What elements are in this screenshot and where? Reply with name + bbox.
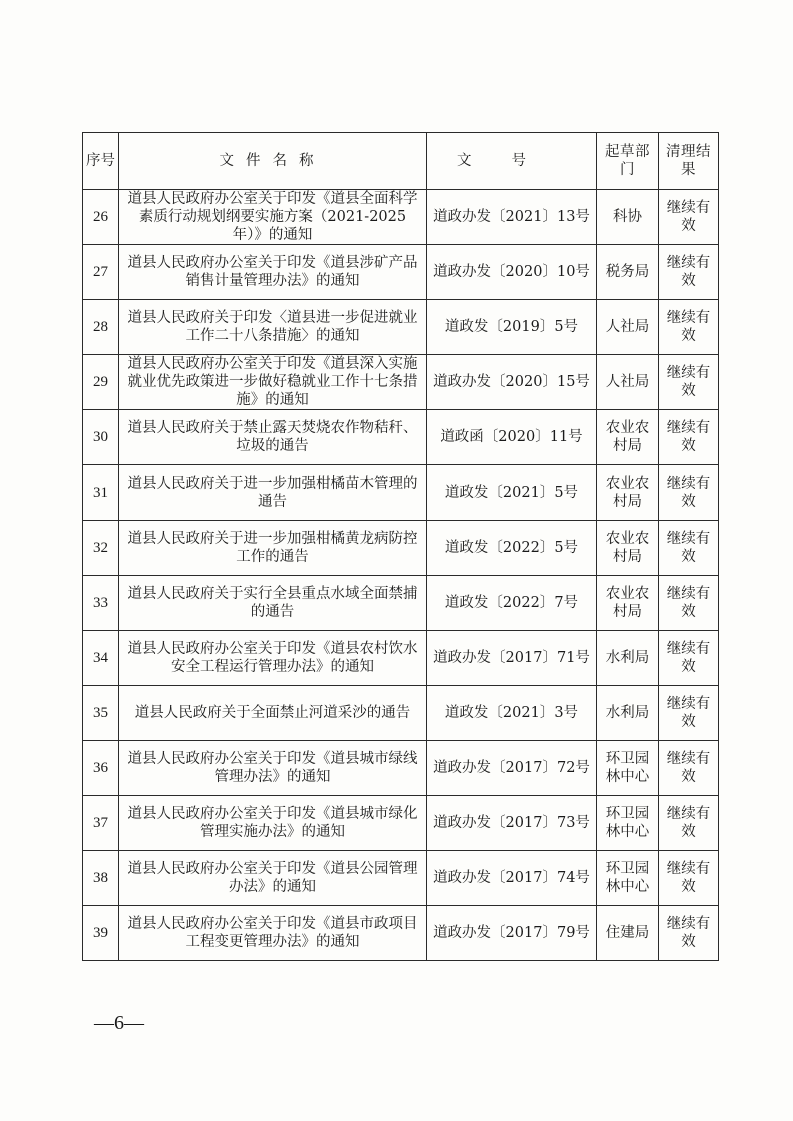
row-result-cell: 继续有效 xyxy=(659,300,719,355)
row-seq-cell: 34 xyxy=(83,630,119,685)
row-result-cell: 继续有效 xyxy=(659,685,719,740)
row-dept-cell: 农业农村局 xyxy=(597,575,659,630)
row-seq-cell: 29 xyxy=(83,355,119,410)
table-row xyxy=(83,685,719,740)
row-dept-cell: 环卫园林中心 xyxy=(597,851,659,906)
row-docno-cell: 道政办发〔2017〕79号 xyxy=(427,906,597,961)
row-name-cell: 道县人民政府关于印发〈道县进一步促进就业工作二十八条措施〉的通知 xyxy=(119,300,427,355)
table-row xyxy=(83,906,719,961)
row-name-cell: 道县人民政府关于进一步加强柑橘黄龙病防控工作的通告 xyxy=(119,520,427,575)
row-name-cell: 道县人民政府关于全面禁止河道采沙的通告 xyxy=(119,685,427,740)
row-seq-cell: 30 xyxy=(83,410,119,465)
row-docno-cell: 道政发〔2019〕5号 xyxy=(427,300,597,355)
table-row xyxy=(83,245,719,300)
table-row xyxy=(83,410,719,465)
row-dept-cell: 人社局 xyxy=(597,300,659,355)
row-seq-cell: 28 xyxy=(83,300,119,355)
row-dept-cell: 税务局 xyxy=(597,245,659,300)
row-result-cell: 继续有效 xyxy=(659,520,719,575)
row-name-cell: 道县人民政府关于进一步加强柑橘苗木管理的通告 xyxy=(119,465,427,520)
row-name-cell: 道县人民政府办公室关于印发《道县公园管理办法》的通知 xyxy=(119,851,427,906)
table-row xyxy=(83,520,719,575)
row-dept-cell: 住建局 xyxy=(597,906,659,961)
table-header-row xyxy=(83,133,719,190)
row-name-cell: 道县人民政府办公室关于印发《道县农村饮水安全工程运行管理办法》的通知 xyxy=(119,630,427,685)
row-dept-cell: 农业农村局 xyxy=(597,465,659,520)
header-result: 清理结果 xyxy=(659,133,719,190)
header-docno: 文号 xyxy=(427,133,597,190)
row-dept-cell: 人社局 xyxy=(597,355,659,410)
row-seq-cell: 39 xyxy=(83,906,119,961)
row-result-cell: 继续有效 xyxy=(659,851,719,906)
row-result-cell: 继续有效 xyxy=(659,740,719,795)
row-name-cell: 道县人民政府办公室关于印发《道县城市绿线管理办法》的通知 xyxy=(119,740,427,795)
row-docno-cell: 道政发〔2022〕5号 xyxy=(427,520,597,575)
row-seq-cell: 27 xyxy=(83,245,119,300)
row-docno-cell: 道政办发〔2017〕73号 xyxy=(427,796,597,851)
table-row xyxy=(83,355,719,410)
row-seq-cell: 37 xyxy=(83,796,119,851)
row-result-cell: 继续有效 xyxy=(659,575,719,630)
table-row xyxy=(83,740,719,795)
document-table xyxy=(82,132,719,961)
row-docno-cell: 道政发〔2021〕5号 xyxy=(427,465,597,520)
row-seq-cell: 31 xyxy=(83,465,119,520)
row-result-cell: 继续有效 xyxy=(659,245,719,300)
row-name-cell: 道县人民政府办公室关于印发《道县城市绿化管理实施办法》的通知 xyxy=(119,796,427,851)
row-result-cell: 继续有效 xyxy=(659,465,719,520)
row-dept-cell: 农业农村局 xyxy=(597,410,659,465)
row-docno-cell: 道政办发〔2017〕71号 xyxy=(427,630,597,685)
row-name-cell: 道县人民政府办公室关于印发《道县市政项目工程变更管理办法》的通知 xyxy=(119,906,427,961)
row-result-cell: 继续有效 xyxy=(659,355,719,410)
row-result-cell: 继续有效 xyxy=(659,190,719,245)
row-docno-cell: 道政办发〔2020〕10号 xyxy=(427,245,597,300)
row-name-cell: 道县人民政府关于禁止露天焚烧农作物秸秆、垃圾的通告 xyxy=(119,410,427,465)
row-dept-cell: 农业农村局 xyxy=(597,520,659,575)
row-result-cell: 继续有效 xyxy=(659,630,719,685)
header-dept: 起草部门 xyxy=(597,133,659,190)
row-docno-cell: 道政办发〔2017〕74号 xyxy=(427,851,597,906)
row-docno-cell: 道政函〔2020〕11号 xyxy=(427,410,597,465)
row-result-cell: 继续有效 xyxy=(659,410,719,465)
table-row xyxy=(83,300,719,355)
row-dept-cell: 科协 xyxy=(597,190,659,245)
row-seq-cell: 33 xyxy=(83,575,119,630)
row-seq-cell: 35 xyxy=(83,685,119,740)
row-docno-cell: 道政办发〔2020〕15号 xyxy=(427,355,597,410)
row-name-cell: 道县人民政府办公室关于印发《道县全面科学素质行动规划纲要实施方案（2021-2025年）》的通知 xyxy=(119,190,427,245)
header-name: 文件名称 xyxy=(119,133,427,190)
row-dept-cell: 环卫园林中心 xyxy=(597,740,659,795)
row-name-cell: 道县人民政府办公室关于印发《道县涉矿产品销售计量管理办法》的通知 xyxy=(119,245,427,300)
row-dept-cell: 环卫园林中心 xyxy=(597,796,659,851)
row-seq-cell: 38 xyxy=(83,851,119,906)
row-docno-cell: 道政发〔2021〕3号 xyxy=(427,685,597,740)
row-seq-cell: 32 xyxy=(83,520,119,575)
row-seq-cell: 36 xyxy=(83,740,119,795)
row-docno-cell: 道政办发〔2021〕13号 xyxy=(427,190,597,245)
row-dept-cell: 水利局 xyxy=(597,630,659,685)
row-docno-cell: 道政办发〔2017〕72号 xyxy=(427,740,597,795)
row-dept-cell: 水利局 xyxy=(597,685,659,740)
row-name-cell: 道县人民政府关于实行全县重点水域全面禁捕的通告 xyxy=(119,575,427,630)
table-row xyxy=(83,630,719,685)
row-seq-cell: 26 xyxy=(83,190,119,245)
row-name-cell: 道县人民政府办公室关于印发《道县深入实施就业优先政策进一步做好稳就业工作十七条措施》的通知 xyxy=(119,355,427,410)
table-row xyxy=(83,190,719,245)
page-number: —6— xyxy=(94,1012,144,1034)
row-docno-cell: 道政发〔2022〕7号 xyxy=(427,575,597,630)
table-body xyxy=(83,190,719,961)
table-row xyxy=(83,465,719,520)
header-seq: 序号 xyxy=(83,133,119,190)
row-result-cell: 继续有效 xyxy=(659,796,719,851)
row-result-cell: 继续有效 xyxy=(659,906,719,961)
table-row xyxy=(83,575,719,630)
table-row xyxy=(83,851,719,906)
table-row xyxy=(83,796,719,851)
